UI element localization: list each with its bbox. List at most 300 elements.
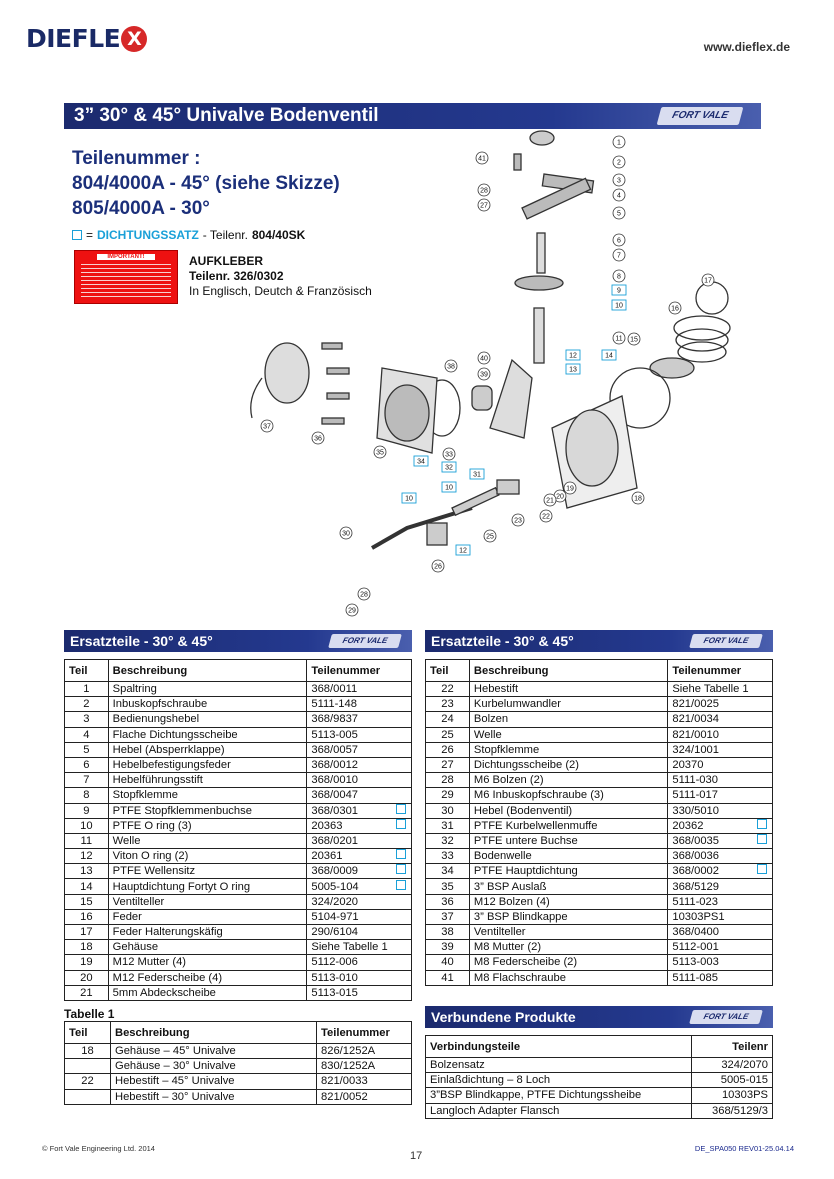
table-row <box>426 1073 773 1088</box>
table1-label: Tabelle 1 <box>64 1007 115 1021</box>
part-no: 10 <box>65 818 109 833</box>
seal-kit-box-icon <box>396 804 406 814</box>
right-parts-header: Ersatzteile - 30° & 45° FORT VALE <box>425 630 773 652</box>
svg-text:2: 2 <box>617 159 621 167</box>
part-number: 368/0011 <box>307 682 392 697</box>
seal-kit-box-icon <box>396 819 406 829</box>
sticker-image: IMPORTANT! <box>74 250 178 304</box>
seal-kit-marker <box>392 849 412 864</box>
svg-text:40: 40 <box>480 355 488 363</box>
part-no: 41 <box>426 970 470 985</box>
part-number: 5111-148 <box>307 697 392 712</box>
part-description: Welle <box>469 727 667 742</box>
part-number: 20361 <box>307 849 392 864</box>
col-teilenummer: Teilenummer <box>307 660 412 682</box>
table-row <box>426 727 773 742</box>
seal-kit-marker <box>753 849 773 864</box>
table-row <box>426 909 773 924</box>
part-number: 368/0010 <box>307 773 392 788</box>
table-row <box>426 1103 773 1118</box>
table-row <box>65 742 412 757</box>
part-description: Ventilteller <box>108 894 307 909</box>
part-number: 368/0057 <box>307 742 392 757</box>
seal-kit-marker <box>753 864 773 879</box>
part-number-45: 804/4000A - 45° (siehe Skizze) <box>72 173 340 194</box>
part-number: 821/0034 <box>668 712 753 727</box>
part-no: 25 <box>426 727 470 742</box>
seal-kit-marker <box>392 894 412 909</box>
part-no: 35 <box>426 879 470 894</box>
part-no: 16 <box>65 909 109 924</box>
table-row <box>426 803 773 818</box>
svg-text:33: 33 <box>445 451 453 459</box>
table-row <box>65 894 412 909</box>
seal-kit-marker <box>753 955 773 970</box>
seal-kit-marker <box>392 727 412 742</box>
part-no: 38 <box>426 925 470 940</box>
part-no: 20 <box>65 970 109 985</box>
seal-kit-marker <box>392 773 412 788</box>
part-number: 5005-104 <box>307 879 392 894</box>
part-no: 31 <box>426 818 470 833</box>
part-no <box>65 1059 111 1074</box>
table-row <box>65 833 412 848</box>
seal-kit-marker <box>753 727 773 742</box>
part-no: 18 <box>65 1044 111 1059</box>
table-row <box>65 712 412 727</box>
part-description: Inbuskopfschraube <box>108 697 307 712</box>
seal-kit-box-icon <box>396 880 406 890</box>
seal-kit-box-icon <box>396 864 406 874</box>
svg-text:10: 10 <box>445 484 453 492</box>
table-row <box>65 955 412 970</box>
part-description: Stopfklemme <box>108 788 307 803</box>
part-no: 29 <box>426 788 470 803</box>
related-description: 3”BSP Blindkappe, PTFE Dichtungssheibe <box>426 1088 692 1103</box>
svg-text:27: 27 <box>480 202 488 210</box>
part-number: 5113-005 <box>307 727 392 742</box>
table-row <box>426 773 773 788</box>
part-description: Hebelführungsstift <box>108 773 307 788</box>
table-row <box>426 833 773 848</box>
svg-text:11: 11 <box>615 335 623 343</box>
dieflex-logo: DIEFLE X <box>26 24 147 53</box>
svg-text:7: 7 <box>617 252 621 260</box>
col-beschreibung: Beschreibung <box>108 660 307 682</box>
svg-text:29: 29 <box>348 607 356 615</box>
part-no: 6 <box>65 757 109 772</box>
part-no: 33 <box>426 849 470 864</box>
svg-text:23: 23 <box>514 517 522 525</box>
table-row <box>65 1089 412 1104</box>
svg-text:21: 21 <box>546 497 554 505</box>
col-beschreibung: Beschreibung <box>111 1022 317 1044</box>
table-row <box>65 1044 412 1059</box>
seal-kit-marker <box>753 803 773 818</box>
related-description: Einlaßdichtung – 8 Loch <box>426 1073 692 1088</box>
part-description: Bolzen <box>469 712 667 727</box>
table-row <box>426 712 773 727</box>
seal-kit-marker <box>753 818 773 833</box>
table-row <box>426 742 773 757</box>
part-no: 27 <box>426 757 470 772</box>
part-no: 34 <box>426 864 470 879</box>
part-number: 5113-003 <box>668 955 753 970</box>
table-row <box>65 925 412 940</box>
seal-kit-marker <box>392 712 412 727</box>
part-no <box>65 1089 111 1104</box>
table-row <box>65 985 412 1000</box>
part-number: 368/0036 <box>668 849 753 864</box>
seal-kit-marker <box>392 909 412 924</box>
svg-text:28: 28 <box>480 187 488 195</box>
table-row <box>65 970 412 985</box>
seal-kit-marker <box>753 894 773 909</box>
part-description: Gehäuse – 30° Univalve <box>111 1059 317 1074</box>
seal-kit-marker <box>392 864 412 879</box>
table-row <box>426 894 773 909</box>
sticker-text: AUFKLEBER Teilenr. 326/0302 In Englisch, Deutch & Französisch <box>189 254 372 298</box>
svg-text:10: 10 <box>615 302 623 310</box>
seal-kit-note: = DICHTUNGSSATZ - Teilenr. 804/40SK <box>72 228 305 242</box>
part-number: 20370 <box>668 757 753 772</box>
part-no: 28 <box>426 773 470 788</box>
svg-text:19: 19 <box>566 485 574 493</box>
part-description: M6 Bolzen (2) <box>469 773 667 788</box>
svg-text:37: 37 <box>263 423 271 431</box>
related-description: Langloch Adapter Flansch <box>426 1103 692 1118</box>
seal-kit-name: DICHTUNGSSATZ <box>97 228 199 242</box>
table-row <box>426 864 773 879</box>
part-no: 13 <box>65 864 109 879</box>
part-no: 40 <box>426 955 470 970</box>
seal-kit-marker <box>753 833 773 848</box>
table-row <box>65 849 412 864</box>
website-link[interactable]: www.dieflex.de <box>703 40 790 54</box>
seal-kit-marker <box>392 833 412 848</box>
seal-kit-marker <box>753 742 773 757</box>
table-row <box>426 940 773 955</box>
part-number-label: Teilenummer : <box>72 148 201 169</box>
part-description: Hebelbefestigungsfeder <box>108 757 307 772</box>
part-description: PTFE untere Buchse <box>469 833 667 848</box>
part-no: 5 <box>65 742 109 757</box>
table-row <box>65 818 412 833</box>
part-description: Stopfklemme <box>469 742 667 757</box>
part-description: Kurbelumwandler <box>469 697 667 712</box>
part-number: 5112-001 <box>668 940 753 955</box>
part-no: 7 <box>65 773 109 788</box>
seal-kit-marker <box>753 757 773 772</box>
part-description: Gehäuse – 45° Univalve <box>111 1044 317 1059</box>
part-description: Hebestift <box>469 682 667 697</box>
part-number: 20363 <box>307 818 392 833</box>
part-description: PTFE O ring (3) <box>108 818 307 833</box>
table-row <box>426 925 773 940</box>
part-no: 19 <box>65 955 109 970</box>
seal-kit-marker <box>392 940 412 955</box>
col-teil: Teil <box>65 660 109 682</box>
seal-kit-marker <box>753 909 773 924</box>
part-number: 821/0010 <box>668 727 753 742</box>
part-number: 821/0025 <box>668 697 753 712</box>
part-description: M12 Mutter (4) <box>108 955 307 970</box>
part-number: 368/0047 <box>307 788 392 803</box>
part-number: 10303PS1 <box>668 909 753 924</box>
seal-kit-marker <box>392 803 412 818</box>
table-row <box>65 727 412 742</box>
table-row <box>426 955 773 970</box>
part-description: M12 Bolzen (4) <box>469 894 667 909</box>
seal-kit-marker <box>753 697 773 712</box>
part-description: Ventilteller <box>469 925 667 940</box>
part-number: 324/2020 <box>307 894 392 909</box>
copyright: © Fort Vale Engineering Ltd. 2014 <box>42 1144 155 1153</box>
part-description: 3” BSP Blindkappe <box>469 909 667 924</box>
part-number: 368/0400 <box>668 925 753 940</box>
table-row <box>65 940 412 955</box>
col-teilenr: Teilenr <box>692 1036 773 1058</box>
table-row <box>426 1058 773 1073</box>
svg-text:4: 4 <box>617 192 621 200</box>
related-part-number: 324/2070 <box>692 1058 773 1073</box>
part-no: 26 <box>426 742 470 757</box>
part-number: 830/1252A <box>317 1059 412 1074</box>
svg-text:3: 3 <box>617 177 621 185</box>
seal-kit-marker <box>392 757 412 772</box>
part-number: 330/5010 <box>668 803 753 818</box>
seal-kit-number: 804/40SK <box>251 228 306 242</box>
svg-text:17: 17 <box>704 277 712 285</box>
fort-vale-logo-right: FORT VALE <box>689 634 763 648</box>
svg-text:12: 12 <box>459 547 467 555</box>
col-teilenummer: Teilenummer <box>668 660 773 682</box>
part-no: 14 <box>65 879 109 894</box>
part-number: 368/0035 <box>668 833 753 848</box>
part-description: Dichtungsscheibe (2) <box>469 757 667 772</box>
svg-text:9: 9 <box>617 287 621 295</box>
part-number: Siehe Tabelle 1 <box>307 940 392 955</box>
table-row <box>65 682 412 697</box>
left-parts-table <box>64 659 412 1001</box>
table-row <box>65 788 412 803</box>
part-description: PTFE Stopfklemmenbuchse <box>108 803 307 818</box>
seal-kit-marker <box>753 925 773 940</box>
part-description: M8 Federscheibe (2) <box>469 955 667 970</box>
col-beschreibung: Beschreibung <box>469 660 667 682</box>
seal-kit-marker <box>392 955 412 970</box>
part-number: Siehe Tabelle 1 <box>668 682 753 697</box>
seal-kit-marker <box>753 682 773 697</box>
part-number: 368/0012 <box>307 757 392 772</box>
part-no: 15 <box>65 894 109 909</box>
table-row <box>426 757 773 772</box>
part-number: 5113-015 <box>307 985 392 1000</box>
svg-text:18: 18 <box>634 495 642 503</box>
page-number: 17 <box>410 1150 423 1162</box>
svg-text:1: 1 <box>617 139 621 147</box>
part-no: 30 <box>426 803 470 818</box>
svg-text:30: 30 <box>342 530 350 538</box>
page-title-banner <box>64 103 761 129</box>
table-row <box>426 682 773 697</box>
part-description: Hauptdichtung Fortyt O ring <box>108 879 307 894</box>
seal-kit-marker <box>392 682 412 697</box>
svg-text:10: 10 <box>405 495 413 503</box>
exploded-valve-diagram <box>232 128 772 628</box>
part-no: 37 <box>426 909 470 924</box>
svg-text:25: 25 <box>486 533 494 541</box>
part-description: PTFE Kurbelwellenmuffe <box>469 818 667 833</box>
part-number: 368/0009 <box>307 864 392 879</box>
related-part-number: 10303PS <box>692 1088 773 1103</box>
table-row <box>426 879 773 894</box>
part-number: 5111-017 <box>668 788 753 803</box>
part-no: 3 <box>65 712 109 727</box>
part-description: Bedienungshebel <box>108 712 307 727</box>
part-number: 368/0301 <box>307 803 392 818</box>
related-part-number: 368/5129/3 <box>692 1103 773 1118</box>
right-parts-table <box>425 659 773 986</box>
part-description: M8 Flachschraube <box>469 970 667 985</box>
fort-vale-logo-related: FORT VALE <box>689 1010 763 1024</box>
svg-text:20: 20 <box>556 493 564 501</box>
part-no: 8 <box>65 788 109 803</box>
part-number: 368/9837 <box>307 712 392 727</box>
part-number: 5112-006 <box>307 955 392 970</box>
table-row <box>65 879 412 894</box>
part-description: Hebel (Bodenventil) <box>469 803 667 818</box>
part-no: 2 <box>65 697 109 712</box>
col-teil: Teil <box>426 660 470 682</box>
part-description: Gehäuse <box>108 940 307 955</box>
table-row <box>426 818 773 833</box>
svg-text:8: 8 <box>617 273 621 281</box>
table-row <box>65 909 412 924</box>
col-teilenummer: Teilenummer <box>317 1022 412 1044</box>
part-description: Bodenwelle <box>469 849 667 864</box>
seal-kit-marker <box>753 940 773 955</box>
svg-text:5: 5 <box>617 210 621 218</box>
part-description: PTFE Hauptdichtung <box>469 864 667 879</box>
part-no: 22 <box>426 682 470 697</box>
table-row <box>426 849 773 864</box>
left-parts-header: Ersatzteile - 30° & 45° FORT VALE <box>64 630 412 652</box>
part-description: 5mm Abdeckscheibe <box>108 985 307 1000</box>
seal-kit-marker <box>753 879 773 894</box>
part-no: 1 <box>65 682 109 697</box>
fort-vale-logo: FORT VALE <box>657 107 744 125</box>
related-products-table <box>425 1035 773 1119</box>
seal-kit-box-icon <box>757 819 767 829</box>
svg-text:15: 15 <box>630 336 638 344</box>
part-description: Flache Dichtungsscheibe <box>108 727 307 742</box>
part-no: 11 <box>65 833 109 848</box>
seal-kit-marker <box>753 773 773 788</box>
part-number: 826/1252A <box>317 1044 412 1059</box>
seal-kit-marker <box>392 925 412 940</box>
part-description: M6 Inbuskopfschraube (3) <box>469 788 667 803</box>
part-description: 3” BSP Auslaß <box>469 879 667 894</box>
table-row <box>65 1074 412 1089</box>
part-number: 821/0033 <box>317 1074 412 1089</box>
table-row <box>65 697 412 712</box>
part-description: Welle <box>108 833 307 848</box>
part-no: 17 <box>65 925 109 940</box>
part-number: 368/0002 <box>668 864 753 879</box>
svg-text:16: 16 <box>671 305 679 313</box>
part-number: 5113-010 <box>307 970 392 985</box>
part-description: M12 Federscheibe (4) <box>108 970 307 985</box>
table-row <box>65 803 412 818</box>
svg-text:32: 32 <box>445 464 453 472</box>
part-number-30: 805/4000A - 30° <box>72 198 210 219</box>
svg-text:14: 14 <box>605 352 613 360</box>
part-number: 5111-023 <box>668 894 753 909</box>
part-number: 368/5129 <box>668 879 753 894</box>
table-row <box>65 773 412 788</box>
part-no: 23 <box>426 697 470 712</box>
part-number: 5111-085 <box>668 970 753 985</box>
part-no: 18 <box>65 940 109 955</box>
seal-kit-marker <box>392 788 412 803</box>
seal-kit-marker <box>753 788 773 803</box>
part-description: Hebel (Absperrklappe) <box>108 742 307 757</box>
seal-kit-marker <box>753 970 773 985</box>
part-no: 21 <box>65 985 109 1000</box>
svg-text:38: 38 <box>447 363 455 371</box>
table-row <box>65 757 412 772</box>
svg-text:35: 35 <box>376 449 384 457</box>
table1 <box>64 1021 412 1105</box>
table-row <box>65 1059 412 1074</box>
document-reference: DE_SPA050 REV01-25.04.14 <box>694 1144 794 1153</box>
svg-text:6: 6 <box>617 237 621 245</box>
svg-text:28: 28 <box>360 591 368 599</box>
seal-kit-marker <box>392 818 412 833</box>
part-number: 20362 <box>668 818 753 833</box>
part-description: Hebestift – 45° Univalve <box>111 1074 317 1089</box>
part-no: 24 <box>426 712 470 727</box>
table-row <box>426 970 773 985</box>
part-description: Hebestift – 30° Univalve <box>111 1089 317 1104</box>
part-description: Viton O ring (2) <box>108 849 307 864</box>
part-description: Feder Halterungskäfig <box>108 925 307 940</box>
seal-kit-marker <box>392 697 412 712</box>
part-number: 821/0052 <box>317 1089 412 1104</box>
table-row <box>426 1088 773 1103</box>
seal-kit-marker <box>753 712 773 727</box>
part-no: 22 <box>65 1074 111 1089</box>
part-number: 368/0201 <box>307 833 392 848</box>
seal-kit-marker <box>392 879 412 894</box>
part-no: 32 <box>426 833 470 848</box>
part-number: 5111-030 <box>668 773 753 788</box>
part-description: Spaltring <box>108 682 307 697</box>
svg-text:13: 13 <box>569 366 577 374</box>
part-number: 290/6104 <box>307 925 392 940</box>
part-description: M8 Mutter (2) <box>469 940 667 955</box>
table-row <box>426 697 773 712</box>
seal-kit-marker <box>392 985 412 1000</box>
part-no: 4 <box>65 727 109 742</box>
part-no: 36 <box>426 894 470 909</box>
part-no: 9 <box>65 803 109 818</box>
seal-kit-box-icon <box>757 864 767 874</box>
part-number: 324/1001 <box>668 742 753 757</box>
related-part-number: 5005-015 <box>692 1073 773 1088</box>
svg-text:26: 26 <box>434 563 442 571</box>
